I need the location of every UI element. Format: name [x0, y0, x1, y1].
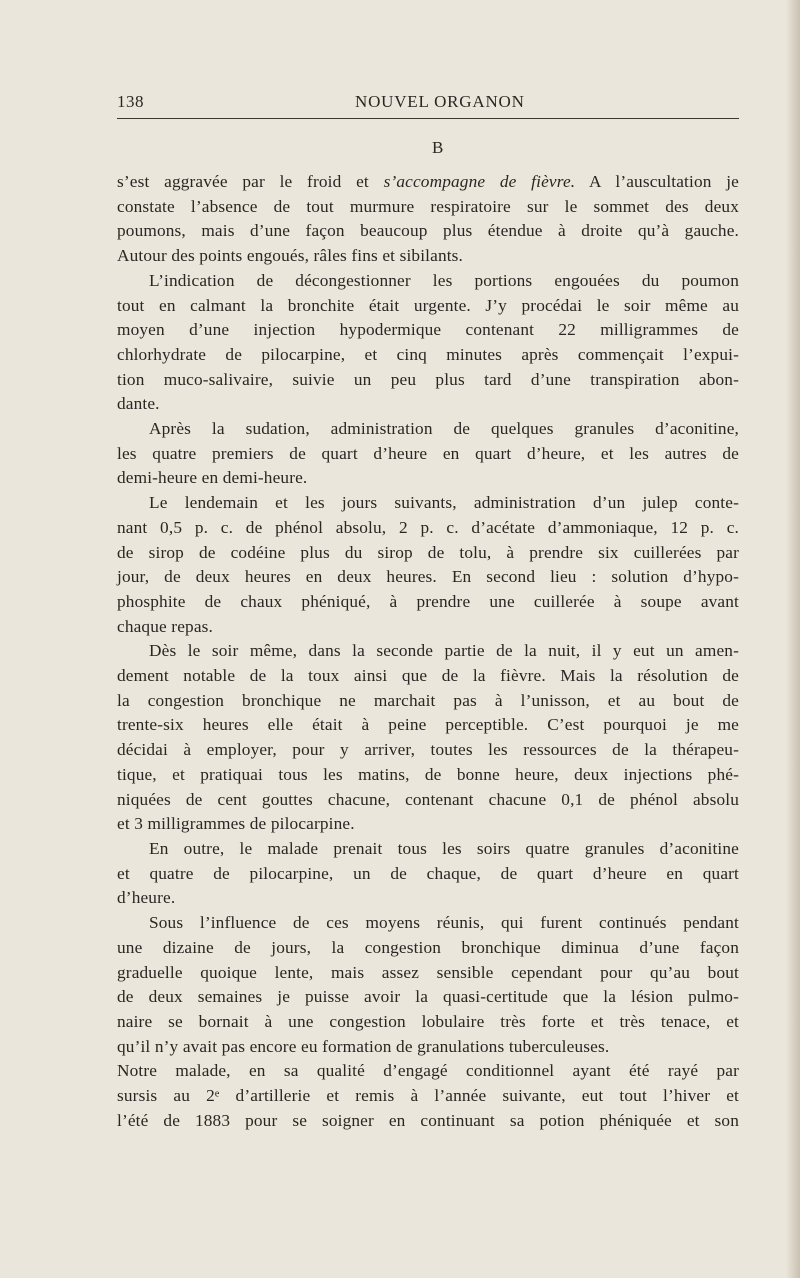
text-run: décidai à employer, pour y arriver, toutes les ressources de la thérapeu-	[117, 740, 739, 760]
text-run: tout en calmant la bronchite était urgente. J’y procédai le soir même au	[117, 295, 739, 315]
text-line	[117, 1084, 739, 1109]
text-line	[117, 862, 739, 887]
text-line	[117, 738, 739, 763]
text-run: chaque repas.	[117, 616, 213, 636]
text-run: jour, de deux heures en deux heures. En second lieu : solution d’hypo-	[117, 567, 739, 587]
text-run: et quatre de pilocarpine, un de chaque, de quart d’heure en quart	[117, 863, 739, 883]
page-number: 138	[117, 92, 144, 111]
text-line	[117, 195, 739, 220]
text-run: dante.	[117, 394, 160, 414]
text-line	[117, 788, 739, 813]
text-run: une dizaine de jours, la congestion bronchique diminua d’une façon	[117, 937, 739, 957]
text-run: de deux semaines je puisse avoir la quasi-certitude que la lésion pulmo-	[117, 987, 739, 1007]
text-run: poumons, mais d’une façon beaucoup plus étendue à droite qu’à gauche.	[117, 221, 739, 241]
text-line	[117, 961, 739, 986]
text-run: s’est aggravée par le froid et	[117, 172, 384, 191]
paragraph	[117, 170, 739, 269]
text-run: chlorhydrate de pilocarpine, et cinq minutes après commençait l’expui-	[117, 344, 739, 364]
italic-text: s’accompagne de fièvre.	[383, 172, 576, 191]
text-line	[117, 442, 739, 467]
text-line	[117, 318, 739, 343]
text-line	[117, 269, 739, 294]
paragraph	[117, 639, 739, 837]
text-line	[117, 466, 739, 491]
text-line	[117, 689, 739, 714]
text-line	[117, 1059, 739, 1084]
paragraph	[117, 491, 739, 639]
text-line	[117, 590, 739, 615]
text-line	[117, 664, 739, 689]
text-line	[117, 886, 739, 911]
text-run: tique, et pratiquai tous les matins, de bonne heure, deux injections phé-	[117, 764, 739, 784]
text-run: de sirop de codéine plus du sirop de tolu, à prendre six cuillerées par	[117, 542, 739, 562]
page-header	[117, 88, 739, 116]
text-line	[117, 713, 739, 738]
text-run: et 3 milligrammes de pilocarpine.	[117, 814, 355, 834]
text-run: constate l’absence de tout murmure respiratoire sur le sommet des deux	[117, 196, 739, 216]
text-line	[117, 911, 739, 936]
text-run: Notre malade, en sa qualité d’engagé conditionnel ayant été rayé par	[117, 1061, 739, 1081]
text-run: A l’auscultation je	[575, 172, 739, 191]
text-line	[117, 763, 739, 788]
paragraph	[117, 837, 739, 911]
paragraph	[117, 911, 739, 1059]
text-line	[117, 985, 739, 1010]
text-line	[117, 219, 739, 244]
text-line	[117, 170, 739, 195]
text-line	[117, 368, 739, 393]
text-line	[117, 294, 739, 319]
text-run: Le lendemain et les jours suivants, administration d’un julep conte-	[149, 493, 739, 513]
text-run: trente-six heures elle était à peine perceptible. C’est pourquoi je me	[117, 715, 739, 735]
text-run: moyen d’une injection hypodermique contenant 22 milligrammes de	[117, 320, 739, 340]
text-run: qu’il n’y avait pas encore eu formation de granulations tuberculeuses.	[117, 1036, 610, 1056]
paragraph	[117, 269, 739, 417]
text-line	[117, 837, 739, 862]
text-run: Sous l’influence de ces moyens réunis, qui furent continués pendant	[149, 913, 739, 933]
text-run: L’indication de décongestionner les portions engouées du poumon	[149, 270, 739, 290]
text-line	[117, 516, 739, 541]
body-text	[117, 170, 739, 1133]
text-line	[117, 1010, 739, 1035]
text-run: d’heure.	[117, 888, 176, 908]
text-run: demi-heure en demi-heure.	[117, 468, 308, 488]
text-run: tion muco-salivaire, suivie un peu plus tard d’une transpiration abon-	[117, 369, 739, 389]
text-run: la congestion bronchique ne marchait pas à l’unisson, et au bout de	[117, 690, 739, 710]
text-run: Dès le soir même, dans la seconde partie de la nuit, il y eut un amen-	[149, 641, 739, 661]
page-edge-shadow	[786, 0, 800, 1278]
text-line	[117, 1035, 739, 1060]
text-line	[117, 1109, 739, 1134]
text-run: dement notable de la toux ainsi que de la fièvre. Mais la résolution de	[117, 666, 739, 686]
text-line	[117, 565, 739, 590]
text-line	[117, 936, 739, 961]
text-run: nant 0,5 p. c. de phénol absolu, 2 p. c. d’acétate d’ammoniaque, 12 p. c.	[117, 517, 739, 537]
header-rule	[117, 118, 739, 119]
text-line	[117, 244, 739, 269]
section-letter: B	[432, 138, 444, 157]
text-run: l’été de 1883 pour se soigner en continuant sa potion phéniquée et son	[117, 1110, 739, 1130]
text-line	[117, 615, 739, 640]
text-line	[117, 417, 739, 442]
text-run: phosphite de chaux phéniqué, à prendre une cuillerée à soupe avant	[117, 591, 739, 611]
text-line	[117, 343, 739, 368]
text-run: graduelle quoique lente, mais assez sensible cependant pour qu’au bout	[117, 962, 739, 982]
text-run: En outre, le malade prenait tous les soirs quatre granules d’aconitine	[149, 838, 739, 858]
text-run: Après la sudation, administration de quelques granules d’aconitine,	[149, 419, 739, 439]
text-run: naire se bornait à une congestion lobulaire très forte et très tenace, et	[117, 1011, 739, 1031]
text-run: les quatre premiers de quart d’heure en quart d’heure, et les autres de	[117, 443, 739, 463]
text-run: Autour des points engoués, râles fins et sibilants.	[117, 246, 464, 266]
text-line	[117, 541, 739, 566]
text-line	[117, 812, 739, 837]
text-line	[117, 392, 739, 417]
running-title: NOUVEL ORGANON	[355, 92, 525, 111]
text-line	[117, 639, 739, 664]
paragraph	[117, 1059, 739, 1133]
paragraph	[117, 417, 739, 491]
text-run: niquées de cent gouttes chacune, contenant chacune 0,1 de phénol absolu	[117, 789, 739, 809]
text-run: sursis au 2ᵉ d’artillerie et remis à l’année suivante, eut tout l’hiver et	[117, 1086, 739, 1106]
text-line	[117, 491, 739, 516]
